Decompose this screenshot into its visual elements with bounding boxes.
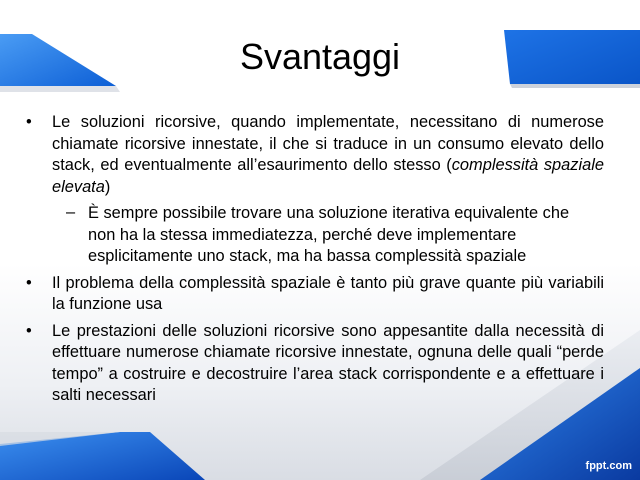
bullet-item [22,321,604,407]
slide-body [22,112,604,412]
slide-title: Svantaggi [239,36,401,77]
sub-bullet-text: È sempre possibile trovare una soluzione iterativa equivalente che non ha la stessa immediatezza, perché deve implementare esplicitamente uno stack, ma ha bassa complessità spaziale [88,204,570,265]
bullet-text: Le soluzioni ricorsive, quando implementate, necessitano di numerose chiamate ricorsive innestate, il che si traduce in un consumo elevato dello stack, ed eventualmente all’esaurimento dello stesso ( [52,113,604,174]
bullet-marker: • [26,321,32,340]
sub-bullet-marker: – [66,203,76,221]
bullet-text: Le prestazioni delle soluzioni ricorsive sono appesantite dalla necessità di effettuare numerose chiamate ricorsive innestate, ognuna delle quali “perde tempo” a costruire e decostruire l’area stack corrispondente e a effettuare i salti necessari [52,321,604,404]
sub-bullet-item [22,203,578,268]
bullet-text: Il problema della complessità spaziale è tanto più grave quante più variabili la funzione usa [52,273,604,313]
watermark-logo: fppt.com [585,460,632,472]
bullet-item [22,112,604,198]
bullet-text-end: ) [104,177,111,196]
bullet-marker: • [26,113,32,131]
bottom-left-wave-decoration [0,420,220,480]
bullet-italic-text: complessità spaziale elevata [52,156,604,196]
bullet-marker: • [26,273,32,292]
bullet-item [22,273,604,316]
